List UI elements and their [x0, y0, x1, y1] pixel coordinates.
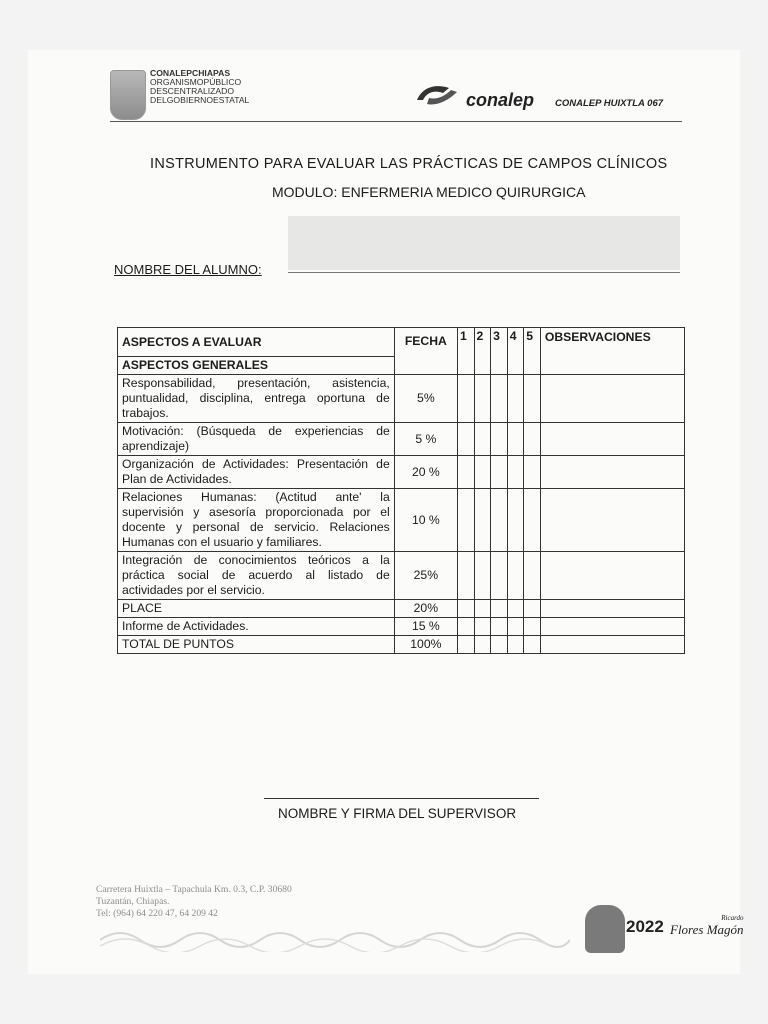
score-cell[interactable]	[491, 618, 508, 636]
campus-name: CONALEP HUIXTLA 067	[555, 98, 664, 109]
score-cell[interactable]	[491, 489, 508, 552]
weight-cell: 20%	[394, 600, 457, 618]
header-score-3: 3	[491, 328, 508, 375]
observations-cell[interactable]	[540, 375, 684, 423]
decorative-pattern-icon	[100, 922, 570, 952]
score-cell[interactable]	[524, 456, 541, 489]
score-cell[interactable]	[524, 636, 541, 654]
score-cell[interactable]	[491, 600, 508, 618]
header-score-1: 1	[457, 328, 474, 375]
score-cell[interactable]	[474, 636, 491, 654]
score-cell[interactable]	[457, 618, 474, 636]
observations-cell[interactable]	[540, 618, 684, 636]
org-line: CONALEPCHIAPAS	[150, 68, 231, 78]
portrait-icon	[585, 905, 625, 953]
organization-name	[150, 69, 249, 105]
header-divider	[110, 121, 682, 122]
observations-cell[interactable]	[540, 600, 684, 618]
score-cell[interactable]	[457, 600, 474, 618]
score-cell[interactable]	[474, 423, 491, 456]
aspect-cell: Responsabilidad, presentación, asistencia, puntualidad, disciplina, entrega oportuna de trabajos.	[118, 375, 395, 423]
score-cell[interactable]	[457, 375, 474, 423]
observations-cell[interactable]	[540, 552, 684, 600]
aspect-cell: Organización de Actividades: Presentación de Plan de Actividades.	[118, 456, 395, 489]
module-title: MODULO: ENFERMERIA MEDICO QUIRURGICA	[272, 184, 586, 200]
score-cell[interactable]	[474, 489, 491, 552]
org-line: DESCENTRALIZADO	[150, 86, 235, 96]
table-row	[118, 636, 685, 654]
aspect-cell: PLACE	[118, 600, 395, 618]
score-cell[interactable]	[524, 489, 541, 552]
table-header-row	[118, 328, 685, 357]
aspect-cell: Integración de conocimientos teóricos a la práctica social de acuerdo al listado de actividades por el servicio.	[118, 552, 395, 600]
score-cell[interactable]	[474, 552, 491, 600]
score-cell[interactable]	[457, 552, 474, 600]
header-score-4: 4	[507, 328, 524, 375]
score-cell[interactable]	[524, 600, 541, 618]
aspect-cell: Informe de Actividades.	[118, 618, 395, 636]
weight-cell: 25%	[394, 552, 457, 600]
aspect-cell: TOTAL DE PUNTOS	[118, 636, 395, 654]
weight-cell: 10 %	[394, 489, 457, 552]
score-cell[interactable]	[507, 600, 524, 618]
observations-cell[interactable]	[540, 636, 684, 654]
weight-cell: 100%	[394, 636, 457, 654]
table-row	[118, 423, 685, 456]
evaluation-table	[117, 327, 685, 654]
brand-name: conalep	[466, 90, 535, 110]
score-cell[interactable]	[507, 552, 524, 600]
score-cell[interactable]	[474, 375, 491, 423]
honoree-first-name: Ricardo	[721, 914, 744, 922]
aspect-cell: Motivación: (Búsqueda de experiencias de aprendizaje)	[118, 423, 395, 456]
state-seal-icon	[110, 70, 146, 120]
conalep-logo-icon	[413, 80, 463, 110]
score-cell[interactable]	[457, 456, 474, 489]
document-title: INSTRUMENTO PARA EVALUAR LAS PRÁCTICAS DE CAMPOS CLÍNICOS	[150, 156, 668, 172]
student-name-field[interactable]	[288, 216, 680, 270]
score-cell[interactable]	[474, 618, 491, 636]
score-cell[interactable]	[491, 423, 508, 456]
score-cell[interactable]	[507, 375, 524, 423]
score-cell[interactable]	[524, 423, 541, 456]
header-observations: OBSERVACIONES	[540, 328, 684, 375]
header-score-2: 2	[474, 328, 491, 375]
org-line: DELGOBIERNOESTATAL	[150, 95, 250, 105]
score-cell[interactable]	[524, 375, 541, 423]
weight-cell: 5 %	[394, 423, 457, 456]
student-name-underline	[288, 272, 680, 273]
score-cell[interactable]	[507, 489, 524, 552]
student-name-label: NOMBRE DEL ALUMNO:	[114, 262, 262, 277]
score-cell[interactable]	[474, 456, 491, 489]
footer-address	[96, 884, 292, 920]
header-fecha: FECHA	[394, 328, 457, 375]
table-row	[118, 489, 685, 552]
header-score-5: 5	[524, 328, 541, 375]
observations-cell[interactable]	[540, 423, 684, 456]
weight-cell: 15 %	[394, 618, 457, 636]
org-line: ORGANISMOPÚBLICO	[150, 77, 242, 87]
observations-cell[interactable]	[540, 489, 684, 552]
table-row	[118, 618, 685, 636]
score-cell[interactable]	[457, 489, 474, 552]
address-line: Tel: (964) 64 220 47, 64 209 42	[96, 908, 218, 919]
signature-label: NOMBRE Y FIRMA DEL SUPERVISOR	[278, 806, 517, 821]
score-cell[interactable]	[524, 618, 541, 636]
score-cell[interactable]	[524, 552, 541, 600]
table-row	[118, 375, 685, 423]
weight-cell: 5%	[394, 375, 457, 423]
score-cell[interactable]	[457, 423, 474, 456]
section-title: ASPECTOS GENERALES	[118, 357, 395, 375]
table-row	[118, 600, 685, 618]
observations-cell[interactable]	[540, 456, 684, 489]
score-cell[interactable]	[507, 456, 524, 489]
score-cell[interactable]	[474, 600, 491, 618]
signature-line[interactable]	[264, 798, 539, 799]
score-cell[interactable]	[491, 375, 508, 423]
score-cell[interactable]	[507, 423, 524, 456]
address-line: Tuzantán, Chiapas.	[96, 896, 170, 907]
score-cell[interactable]	[507, 618, 524, 636]
aspect-cell: Relaciones Humanas: (Actitud ante' la supervisión y asesoría proporcionada por el docente y personal de servicio. Relaciones Humanas con el usuario y familiares.	[118, 489, 395, 552]
score-cell[interactable]	[457, 636, 474, 654]
commemorative-name	[670, 912, 744, 936]
header-aspects: ASPECTOS A EVALUAR	[118, 328, 395, 357]
score-cell[interactable]	[491, 552, 508, 600]
table-row	[118, 456, 685, 489]
score-cell[interactable]	[491, 456, 508, 489]
score-cell[interactable]	[491, 636, 508, 654]
weight-cell: 20 %	[394, 456, 457, 489]
table-row	[118, 552, 685, 600]
score-cell[interactable]	[507, 636, 524, 654]
commemorative-year: 2022	[626, 917, 664, 936]
honoree-last-name: Flores Magón	[670, 922, 744, 937]
address-line: Carretera Huixtla – Tapachula Km. 0.3, C.P. 30680	[96, 884, 292, 895]
